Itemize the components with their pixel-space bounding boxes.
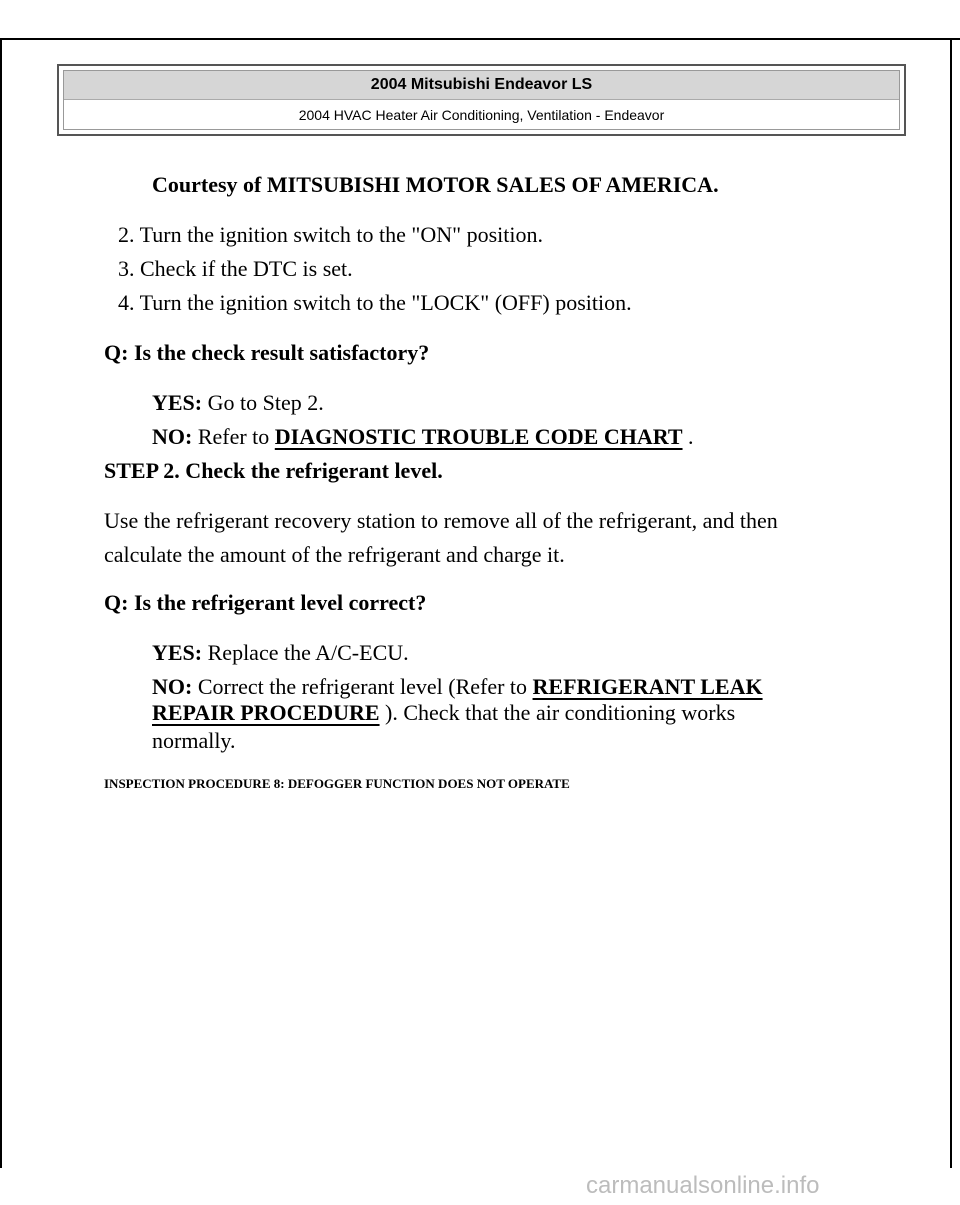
page-border-right xyxy=(950,38,952,1168)
answer-no-2-line2 xyxy=(152,700,735,726)
answer-yes-1 xyxy=(152,390,324,416)
page-border-top xyxy=(0,38,960,40)
dtc-chart-link[interactable]: DIAGNOSTIC TROUBLE CODE CHART xyxy=(274,424,683,449)
yes-label: YES: xyxy=(152,390,203,415)
header-subtitle: 2004 HVAC Heater Air Conditioning, Ventilation - Endeavor xyxy=(298,107,665,123)
courtesy-line: Courtesy of MITSUBISHI MOTOR SALES OF AMERICA. xyxy=(152,172,719,197)
no-label: NO: xyxy=(152,424,193,449)
answer-no-2-line3: normally. xyxy=(152,728,236,753)
step-item-4: 4. Turn the ignition switch to the "LOCK" (OFF) position. xyxy=(118,290,632,315)
no-text-after: . xyxy=(682,424,694,449)
no-label: NO: xyxy=(152,674,193,699)
step2-heading: STEP 2. Check the refrigerant level. xyxy=(104,458,443,483)
question-refrigerant-level: Q: Is the refrigerant level correct? xyxy=(104,590,427,615)
header-title: 2004 Mitsubishi Endeavor LS xyxy=(64,71,899,100)
answer-no-1 xyxy=(152,424,694,450)
no-text: Correct the refrigerant level (Refer to xyxy=(192,674,533,699)
yes-text: Go to Step 2. xyxy=(202,390,324,415)
question-check-result: Q: Is the check result satisfactory? xyxy=(104,340,430,365)
answer-no-2-line1 xyxy=(152,674,763,700)
page-border-left xyxy=(0,38,2,1168)
paragraph-line-1: Use the refrigerant recovery station to remove all of the refrigerant, and then xyxy=(104,508,778,533)
step-item-2: 2. Turn the ignition switch to the "ON" position. xyxy=(118,222,543,247)
inspection-procedure-heading: INSPECTION PROCEDURE 8: DEFOGGER FUNCTION DOES NOT OPERATE xyxy=(104,776,570,791)
document-header xyxy=(57,64,906,136)
answer-yes-2 xyxy=(152,640,409,666)
document-header-inner xyxy=(63,70,900,130)
paragraph-line-2: calculate the amount of the refrigerant and charge it. xyxy=(104,542,565,567)
watermark-footer: carmanualsonline.info xyxy=(586,1172,820,1199)
repair-procedure-link[interactable]: REPAIR PROCEDURE xyxy=(152,700,380,725)
no-text: Refer to xyxy=(192,424,275,449)
yes-text: Replace the A/C-ECU. xyxy=(202,640,409,665)
refrigerant-leak-link[interactable]: REFRIGERANT LEAK xyxy=(532,674,763,699)
step-item-3: 3. Check if the DTC is set. xyxy=(118,256,353,281)
yes-label: YES: xyxy=(152,640,203,665)
no-text-after: ). Check that the air conditioning works xyxy=(379,700,736,725)
